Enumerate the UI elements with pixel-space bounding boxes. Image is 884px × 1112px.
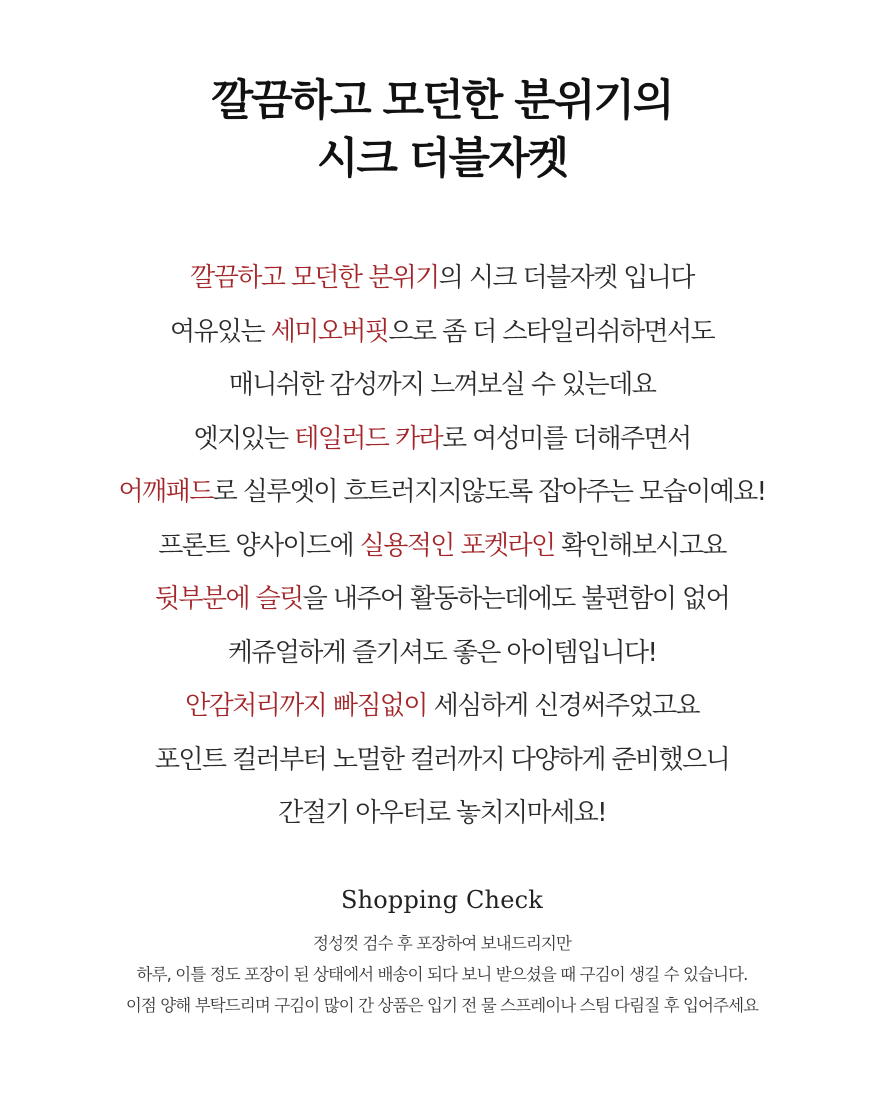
description-text: 케쥬얼하게 즐기셔도 좋은 아이템입니다!: [227, 637, 657, 668]
shopping-check-line: 이점 양해 부탁드리며 구김이 많이 간 상품은 입기 전 물 스프레이나 스팀 다림질 후 입어주세요: [125, 996, 759, 1015]
description-line: [0, 252, 884, 306]
description-line: [0, 466, 884, 520]
description-line: [0, 359, 884, 413]
highlighted-phrase: 안감처리까지 빠짐없이: [185, 691, 427, 721]
description-text: 매니쉬한 감성까지 느껴보실 수 있는데요: [228, 370, 656, 400]
description-line: [0, 413, 884, 467]
highlighted-phrase: 어깨패드: [118, 477, 213, 507]
description-text: 로 실루엣이 흐트러지지않도록 잡아주는 모습이예요!: [212, 477, 766, 507]
highlighted-phrase: 테일러드 카라: [294, 423, 442, 454]
description-line: [0, 573, 884, 627]
shopping-check-text: [0, 928, 884, 1021]
description-text: 세심하게 신경써주었고요: [426, 691, 699, 721]
description-line: [0, 306, 884, 360]
headline-line-2: 시크 더블자켓: [316, 134, 568, 184]
description-text: 으로 좀 더 스타일리쉬하면서도: [388, 316, 715, 347]
shopping-check-title: Shopping Check: [340, 886, 543, 914]
product-description: [0, 252, 884, 841]
description-text: 의 시크 더블자켓 입니다: [438, 263, 694, 293]
description-line: [0, 627, 884, 681]
shopping-check-line: 하루, 이틀 정도 포장이 된 상태에서 배송이 되다 보니 받으셨을 때 구김이 생길 수 있습니다.: [136, 965, 748, 984]
description-line: [0, 734, 884, 788]
description-text: 포인트 컬러부터 노멀한 컬러까지 다양하게 준비했으니: [154, 744, 730, 775]
description-text: 엣지있는: [193, 423, 295, 454]
highlighted-phrase: 뒷부분에 슬릿: [154, 584, 303, 614]
description-text: 로 여성미를 더해주면서: [442, 423, 691, 454]
description-text: 간절기 아우터로 놓치지마세요!: [278, 798, 606, 828]
highlighted-phrase: 깔끔하고 모던한 분위기: [190, 263, 439, 293]
headline: [0, 72, 884, 188]
description-text: 을 내주어 활동하는데에도 불편함이 없어: [302, 584, 730, 614]
description-line: [0, 520, 884, 574]
highlighted-phrase: 세미오버핏: [270, 316, 389, 347]
description-text: 여유있는: [169, 316, 271, 347]
description-text: 확인해보시고요: [554, 530, 726, 561]
description-line: [0, 787, 884, 841]
description-text: 프론트 양사이드에: [158, 530, 360, 561]
headline-line-1: 깔끔하고 모던한 분위기의: [211, 76, 673, 126]
shopping-check-line: 정성껏 검수 후 포장하여 보내드리지만: [312, 934, 571, 953]
description-line: [0, 680, 884, 734]
highlighted-phrase: 실용적인 포켓라인: [359, 530, 555, 561]
